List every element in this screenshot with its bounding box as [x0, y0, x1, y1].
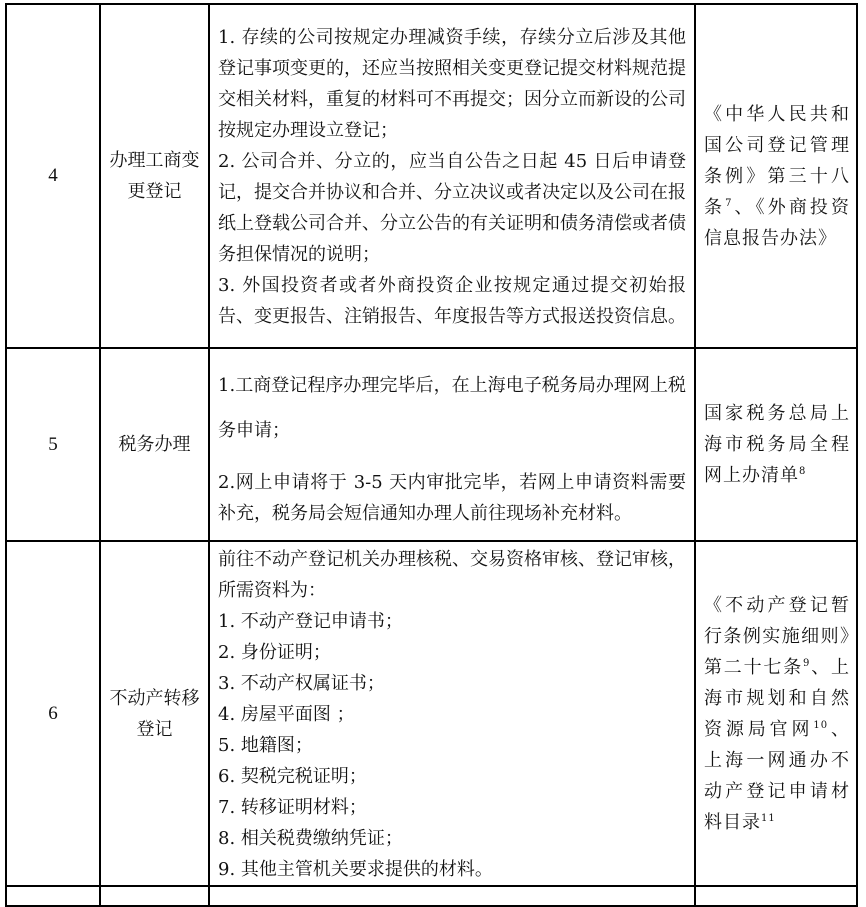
- procedure-table: [5, 3, 858, 907]
- content-line: 1. 存续的公司按规定办理减资手续，存续分立后涉及其他登记事项变更的，还应当按照相关变更登记提交材料规范提交相关材料，重复的材料可不再提交；因分立而新设的公司按规定办理设立登记；: [218, 27, 686, 141]
- content-line: 3. 不动产权属证书；: [218, 673, 385, 694]
- content-line: 2.网上申请将于 3-5 天内审批完毕，若网上申请资料需要补充，税务局会短信通知办理人前往现场补充材料。: [218, 471, 686, 524]
- item-name: 办理工商变更登记: [100, 4, 209, 348]
- content-line: 2. 身份证明；: [218, 642, 331, 663]
- content-line: 4. 房屋平面图 ；: [218, 704, 355, 725]
- basis-text: 《中华人民共和国公司登记管理条例》第三十八条: [704, 103, 850, 218]
- basis-text: 、《外商投资信息报告办法》: [704, 196, 851, 249]
- item-content: [209, 348, 695, 541]
- legal-basis: [695, 348, 857, 541]
- table-row: [6, 541, 857, 886]
- legal-basis: [695, 541, 857, 886]
- basis-text: 、上海市规划和自然资源局官网: [704, 656, 851, 740]
- content-line: 9. 其他主管机关要求提供的材料。: [218, 859, 493, 880]
- item-name: 税务办理: [100, 348, 209, 541]
- item-content: [209, 541, 695, 886]
- item-content: [209, 4, 695, 348]
- footnote-ref[interactable]: 9: [803, 657, 811, 669]
- row-number: 5: [6, 348, 100, 541]
- footnote-ref[interactable]: 10: [813, 719, 829, 731]
- basis-text: 、上海一网通办不动产登记申请材料目录: [704, 718, 851, 833]
- empty-cell: [100, 886, 209, 906]
- table-row: [6, 4, 857, 348]
- footnote-ref[interactable]: 11: [761, 812, 776, 824]
- content-line: 5. 地籍图；: [218, 735, 313, 756]
- legal-basis: [695, 4, 857, 348]
- empty-cell: [209, 886, 695, 906]
- basis-text: 《不动产登记暂行条例实施细则》第二十七条: [704, 594, 850, 678]
- content-line: 6. 契税完税证明；: [218, 766, 367, 787]
- row-number: 6: [6, 541, 100, 886]
- empty-cell: [695, 886, 857, 906]
- content-line: 2. 公司合并、分立的，应当自公告之日起 45 日后申请登记，提交合并协议和合并、分立决议或者决定以及公司在报纸上登载公司合并、分立公告的有关证明和债务清偿或者债务担保情况的说明；: [218, 151, 686, 265]
- content-line: 3. 外国投资者或者外商投资企业按规定通过提交初始报告、变更报告、注销报告、年度报告等方式报送投资信息。: [218, 275, 686, 327]
- footnote-ref[interactable]: 8: [799, 466, 807, 477]
- row-number: 4: [6, 4, 100, 348]
- content-line: 8. 相关税费缴纳凭证；: [218, 828, 403, 849]
- footnote-ref[interactable]: 7: [725, 197, 733, 209]
- basis-text: 国家税务总局上海市税务局全程网上办清单: [704, 403, 850, 486]
- content-line: 7. 转移证明材料；: [218, 797, 367, 818]
- table-row-cut-off: [6, 886, 857, 906]
- content-line: 1. 不动产登记申请书；: [218, 611, 403, 632]
- empty-cell: [6, 886, 100, 906]
- table-row: [6, 348, 857, 541]
- item-name: 不动产转移登记: [100, 541, 209, 886]
- content-line: 1.工商登记程序办理完毕后，在上海电子税务局办理网上税务申请；: [218, 374, 686, 441]
- content-line: 前往不动产登记机关办理核税、交易资格审核、登记审核，所需资料为：: [218, 549, 686, 601]
